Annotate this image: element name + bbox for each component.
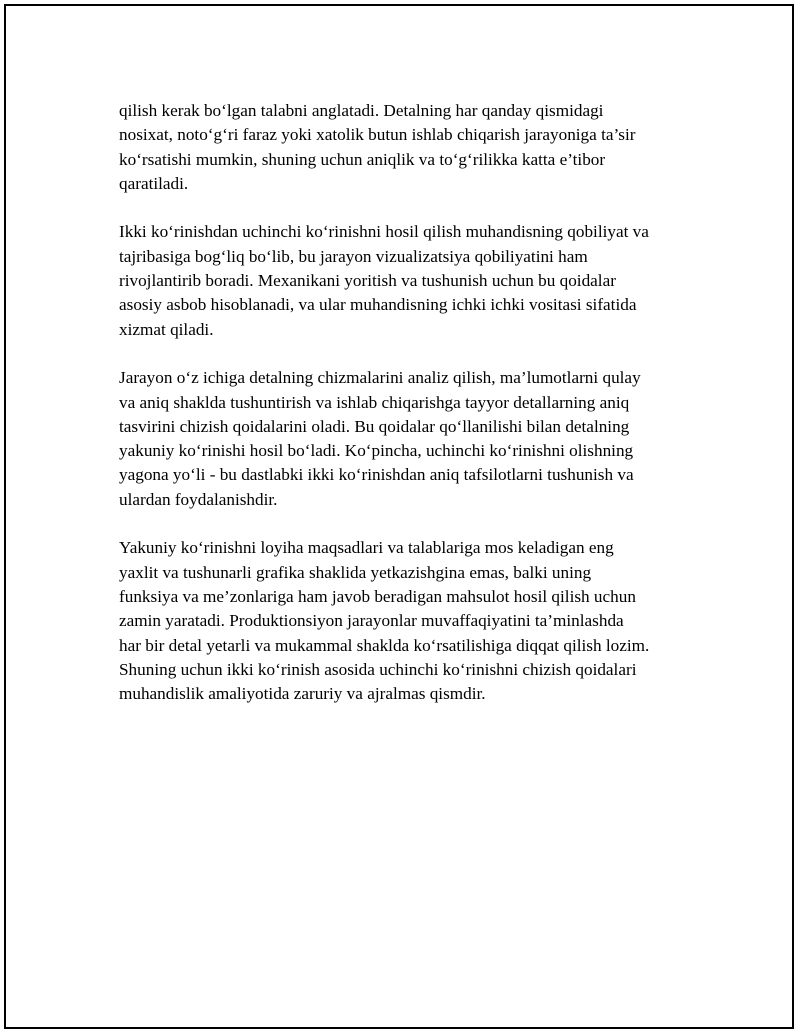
document-body: [119, 99, 709, 731]
text-line: tajribasiga bog‘liq bo‘lib, bu jarayon vizualizatsiya qobiliyatini ham: [119, 246, 588, 266]
text-line: yakuniy ko‘rinishi hosil bo‘ladi. Ko‘pincha, uchinchi ko‘rinishni olishning: [119, 441, 634, 461]
page-frame: [4, 4, 794, 1029]
text-line: asosiy asbob hisoblanadi, va ular muhandisning ichki ichki vositasi sifatida: [119, 295, 637, 315]
text-line: yaxlit va tushunarli grafika shaklida yetkazishgina emas, balki uning: [119, 562, 592, 582]
text-line: funksiya va me’zonlariga ham javob beradigan mahsulot hosil qilish uchun: [119, 586, 636, 606]
text-line: ulardan foydalanishdir.: [119, 489, 278, 509]
text-line: zamin yaratadi. Produktionsiyon jarayonlar muvaffaqiyatini ta’minlashda: [119, 611, 624, 631]
paragraph-4: [119, 536, 709, 706]
text-line: Yakuniy ko‘rinishni loyiha maqsadlari va talablariga mos keladigan eng: [119, 538, 614, 558]
text-line: Shuning uchun ikki ko‘rinish asosida uchinchi ko‘rinishni chizish qoidalari: [119, 659, 637, 679]
text-line: Ikki ko‘rinishdan uchinchi ko‘rinishni hosil qilish muhandisning qobiliyat va: [119, 222, 649, 242]
text-line: nosixat, noto‘g‘ri faraz yoki xatolik butun ishlab chiqarish jarayoniga ta’sir: [119, 125, 636, 145]
text-line: tasvirini chizish qoidalarini oladi. Bu qoidalar qo‘llanilishi bilan detalning: [119, 416, 630, 436]
text-line: xizmat qiladi.: [119, 319, 214, 339]
text-line: har bir detal yetarli va mukammal shaklda ko‘rsatilishiga diqqat qilish lozim.: [119, 635, 650, 655]
paragraph-1: [119, 99, 709, 196]
text-line: va aniq shaklda tushuntirish va ishlab chiqarishga tayyor detallarning aniq: [119, 392, 630, 412]
text-line: yagona yo‘li - bu dastlabki ikki ko‘rinishdan aniq tafsilotlarni tushunish va: [119, 465, 634, 485]
text-line: qaratiladi.: [119, 173, 189, 193]
text-line: Jarayon o‘z ichiga detalning chizmalarini analiz qilish, ma’lumotlarni qulay: [119, 368, 641, 388]
paragraph-2: [119, 220, 709, 341]
text-line: muhandislik amaliyotida zaruriy va ajralmas qismdir.: [119, 684, 486, 704]
paragraph-3: [119, 366, 709, 512]
text-line: ko‘rsatishi mumkin, shuning uchun aniqlik va to‘g‘rilikka katta e’tibor: [119, 149, 606, 169]
text-line: rivojlantirib boradi. Mexanikani yoritish va tushunish uchun bu qoidalar: [119, 271, 616, 291]
text-line: qilish kerak bo‘lgan talabni anglatadi. Detalning har qanday qismidagi: [119, 101, 604, 120]
